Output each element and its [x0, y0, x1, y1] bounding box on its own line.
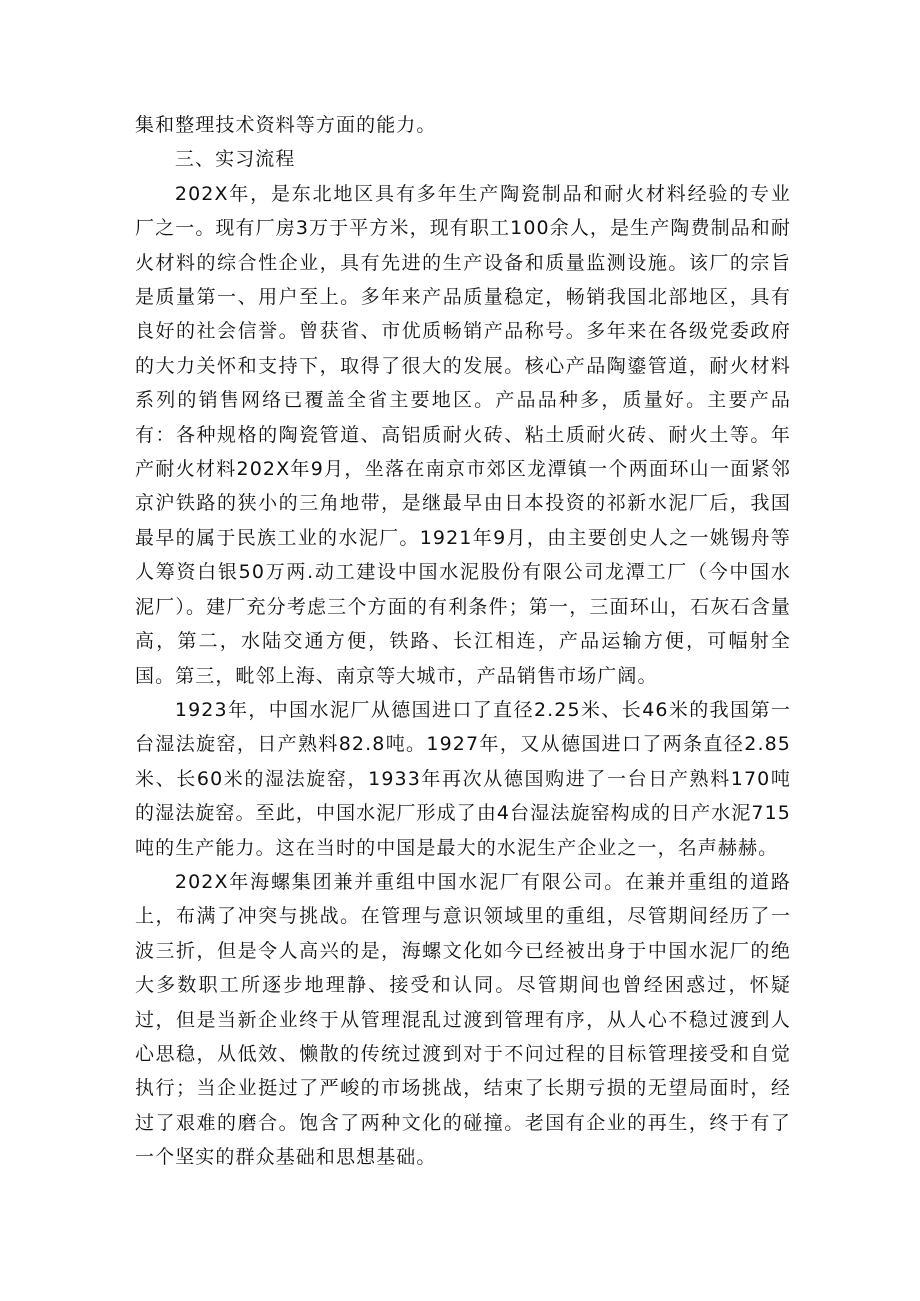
paragraph-kiln-history: 1923年，中国水泥厂从德国进口了直径2.25米、长46米的我国第一台湿法旋窑，日产熟料82.8吨。1927年，又从德国进口了两条直径2.85米、长60米的湿法旋窑，1933年再次从德国购进了一台日产熟料170吨的湿法旋窑。至此，中国水泥厂形成了由4台湿法旋窑构成的日产水泥715吨的生产能力。这在当时的中国是最大的水泥生产企业之一，名声赫赫。: [135, 698, 791, 859]
paragraph-company-intro: 202X年，是东北地区具有多年生产陶瓷制品和耐火材料经验的专业厂之一。现有厂房3万于平方米，现有职工100余人，是生产陶费制品和耐火材料的综合性企业，具有先进的生产设备和质量监测设施。该厂的宗旨是质量第一、用户至上。多年来产品质量稳定，畅销我国北部地区，具有良好的社会信誉。曾获省、市优质畅销产品称号。多年来在各级党委政府的大力关怀和支持下，取得了很大的发展。核心产品陶鎏管道，耐火材料系列的销售网络已覆盖全省主要地区。产品品种多，质量好。主要产品有：各种规格的陶瓷管道、高铝质耐火砖、粘土质耐火砖、耐火土等。年产耐火材料202X年9月，坐落在南京市郊区龙潭镇一个两面环山一面紧邻京沪铁路的狭小的三角地带，是继最早由日本投资的祁新水泥厂后，我国最早的属于民族工业的水泥厂。1921年9月，由主要创史人之一姚锡舟等人筹资白银50万两.动工建设中国水泥股份有限公司龙潭工厂（今中国水泥厂）。建厂充分考虑三个方面的有利条件；第一，三面环山，石灰石含量高，第二，水陆交通方便，铁路、长江相连，产品运输方便，可幅射全国。第三，毗邻上海、南京等大城市，产品销售市场广阔。: [135, 182, 791, 687]
paragraph-continuation: 集和整理技术资料等方面的能力。: [135, 114, 437, 136]
paragraph-merger: 202X年海螺集团兼并重组中国水泥厂有限公司。在兼并重组的道路上，布满了冲突与挑战。在管理与意识领域里的重组，尽管期间经历了一波三折，但是令人高兴的是，海螺文化如今已经被出身于中国水泥厂的绝大多数职工所逐步地理静、接受和认同。尽管期间也曾经困惑过，怀疑过，但是当新企业终于从管理混乱过渡到管理有序，从人心不稳过渡到人心思稳，从低效、懒散的传统过渡到对于不问过程的目标管理接受和自觉执行；当企业挺过了严峻的市场挑战，结束了长期亏损的无望局面时，经过了艰难的磨合。饱含了两种文化的碰撞。老国有企业的再生，终于有了一个坚实的群众基础和思想基础。: [135, 870, 791, 1169]
section-heading: 三、实习流程: [174, 148, 296, 171]
document-body: [135, 108, 791, 1175]
